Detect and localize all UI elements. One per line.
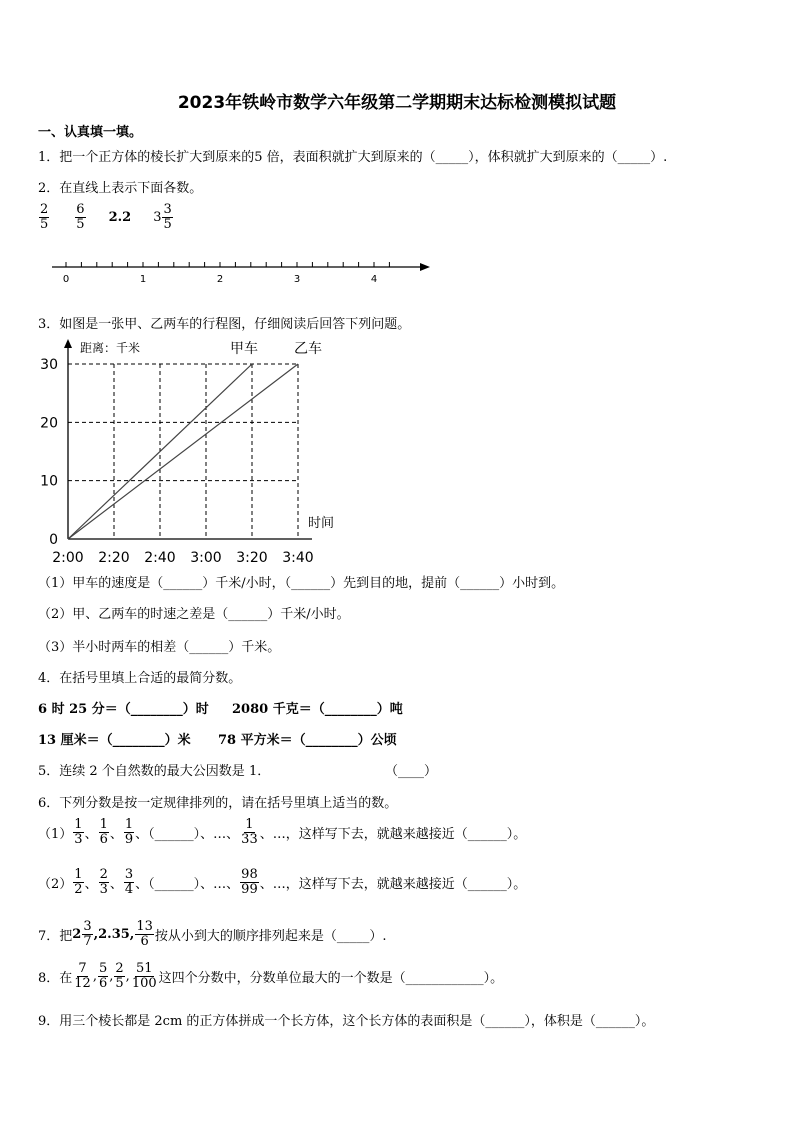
number-line-label: 1	[139, 274, 147, 285]
numerator: 6	[76, 202, 85, 217]
x-tick-label: 2:00	[52, 550, 84, 566]
separator: ,	[125, 968, 130, 984]
y-axis-arrow	[64, 339, 72, 348]
denominator: 6	[140, 933, 149, 949]
numerator: 1	[74, 867, 83, 882]
sequence-1-fraction	[124, 818, 134, 846]
sequence-1-fraction-last	[240, 818, 259, 846]
denominator: 6	[98, 975, 108, 991]
numerator: 2	[115, 961, 124, 976]
numerator: 2	[99, 867, 108, 882]
sequence-1-tail: 、…，这样写下去，就越来越接近（______）。	[259, 826, 527, 842]
question-6-sequence-2	[38, 868, 526, 896]
numerator: 3	[163, 202, 172, 217]
numerator: 5	[98, 961, 108, 976]
q8-tail: 这四个分数中，分数单位最大的一个数是（____________）。	[158, 970, 504, 986]
separator: 、	[109, 876, 123, 892]
separator: ,	[109, 968, 114, 984]
numerator: 3	[83, 919, 92, 934]
decimal-number: 2.2	[108, 209, 132, 225]
number-item	[38, 203, 50, 231]
separator: 、	[84, 826, 98, 842]
question-9: 9．用三个棱长都是 2cm 的正方体拼成一个长方体，这个长方体的表面积是（______），体积是（______）。	[38, 1014, 655, 1029]
series-line-2	[68, 364, 298, 539]
numerator: 2	[40, 202, 49, 217]
denominator: 7	[83, 933, 92, 949]
sequence-1-label: （1）	[38, 826, 73, 842]
sequence-2-blank: 、（______）、…、	[135, 876, 240, 892]
question-3-part-2: （2）甲、乙两车的时速之差是（______）千米/小时。	[38, 607, 350, 622]
q7-mixed-whole: 2	[72, 926, 82, 942]
series-label-2: 乙车	[294, 341, 322, 357]
travel-chart	[30, 335, 350, 570]
q7-tail: 按从小到大的顺序排列起来是（_____）.	[154, 928, 387, 944]
x-tick-label: 3:00	[190, 550, 222, 566]
question-3: 3．如图是一张甲、乙两车的行程图，仔细阅读后回答下列问题。	[38, 317, 411, 332]
sequence-2-tail: 、…，这样写下去，就越来越接近（______）。	[259, 876, 527, 892]
number-line-label: 3	[293, 274, 301, 285]
q8-fraction	[131, 962, 158, 990]
numerator: 7	[78, 961, 87, 976]
separator: 、	[109, 826, 123, 842]
numerator: 1	[99, 817, 108, 832]
separator: 、	[84, 876, 98, 892]
q8-fraction	[73, 962, 92, 990]
sequence-2-fraction	[99, 868, 109, 896]
numerator: 1	[245, 817, 254, 832]
denominator: 5	[40, 216, 49, 232]
q8-fraction	[114, 962, 124, 990]
question-4-item-2: 2080 千克＝（________）吨	[232, 702, 403, 717]
numerator: 51	[135, 961, 153, 976]
sequence-1-fraction	[99, 818, 109, 846]
separator: ,	[92, 968, 97, 984]
question-8	[38, 962, 503, 990]
x-tick-label: 3:20	[236, 550, 268, 566]
denominator: 4	[124, 881, 134, 897]
fraction	[39, 203, 49, 231]
y-tick-label: 20	[40, 415, 58, 432]
y-axis-label: 距离：千米	[80, 341, 141, 355]
q7-fraction-1	[82, 920, 92, 948]
q8-fraction	[98, 962, 108, 990]
page-title: 2023年铁岭市数学六年级第二学期期末达标检测模拟试题	[177, 93, 617, 113]
question-2: 2．在直线上表示下面各数。	[38, 181, 203, 196]
fraction	[162, 203, 172, 231]
section-heading: 一、认真填一填。	[38, 125, 143, 140]
q7-middle: ,2.35,	[93, 926, 135, 942]
number-line-label: 2	[216, 274, 224, 285]
denominator: 5	[76, 216, 85, 232]
x-tick-label: 2:40	[144, 550, 176, 566]
y-tick-label: 30	[40, 357, 58, 373]
q8-prefix: 8．在	[38, 970, 73, 986]
question-5-blank: （____）	[385, 764, 438, 779]
denominator: 5	[163, 216, 172, 232]
x-tick-label: 2:20	[98, 550, 130, 566]
numerator: 13	[136, 919, 153, 934]
sequence-2-label: （2）	[38, 876, 73, 892]
fraction	[75, 203, 85, 231]
question-6: 6．下列分数是按一定规律排列的，请在括号里填上适当的数。	[38, 796, 398, 811]
numerator: 1	[74, 817, 83, 832]
question-3-part-1: （1）甲车的速度是（______）千米/小时，（______）先到目的地，提前（______）小时到。	[38, 576, 565, 591]
sequence-2-fraction	[73, 868, 83, 896]
question-6-sequence-1	[38, 818, 526, 846]
x-tick-label: 3:40	[282, 550, 314, 566]
question-5: 5．连续 2 个自然数的最大公因数是 1．	[38, 764, 271, 779]
numerator: 3	[124, 867, 134, 882]
x-axis-label: 时间	[308, 516, 335, 531]
number-line-label: 0	[62, 274, 70, 285]
y-tick-label: 0	[49, 532, 58, 548]
q7-prefix: 7．把	[38, 928, 73, 944]
denominator: 12	[74, 975, 91, 991]
question-1: 1．把一个正方体的棱长扩大到原来的5 倍，表面积就扩大到原来的（_____），体积就扩大到原来的（_____）.	[38, 150, 668, 165]
q7-fraction-2	[135, 920, 154, 948]
number-item	[109, 210, 132, 225]
question-4-item-1: 6 时 25 分＝（________）时	[38, 702, 209, 717]
question-7	[38, 920, 387, 948]
denominator: 9	[124, 831, 134, 847]
sequence-1-blank: 、（______）、…、	[135, 826, 240, 842]
question-4-item-4: 78 平方米＝（________）公顷	[218, 733, 397, 748]
question-2-numbers	[38, 203, 196, 231]
denominator: 100	[131, 975, 157, 991]
sequence-1-fraction	[73, 818, 83, 846]
number-item	[74, 203, 86, 231]
question-3-part-3: （3）半小时两车的相差（______）千米。	[38, 640, 281, 655]
question-4-item-3: 13 厘米＝（________）米	[38, 733, 191, 748]
denominator: 3	[74, 831, 83, 847]
question-4: 4．在括号里填上合适的最简分数。	[38, 671, 242, 686]
number-line	[50, 255, 440, 287]
denominator: 99	[241, 881, 258, 897]
denominator: 2	[74, 881, 83, 897]
series-label-1: 甲车	[230, 341, 258, 357]
mixed-whole: 3	[153, 209, 162, 225]
numerator: 1	[124, 817, 134, 832]
sequence-2-fraction-last	[240, 868, 259, 896]
denominator: 3	[99, 881, 108, 897]
number-item	[153, 203, 174, 231]
denominator: 5	[115, 975, 124, 991]
number-line-label: 4	[370, 274, 378, 285]
denominator: 33	[241, 831, 258, 847]
numerator: 98	[241, 867, 258, 882]
sequence-2-fraction	[124, 868, 134, 896]
denominator: 6	[99, 831, 108, 847]
y-tick-label: 10	[40, 473, 58, 490]
